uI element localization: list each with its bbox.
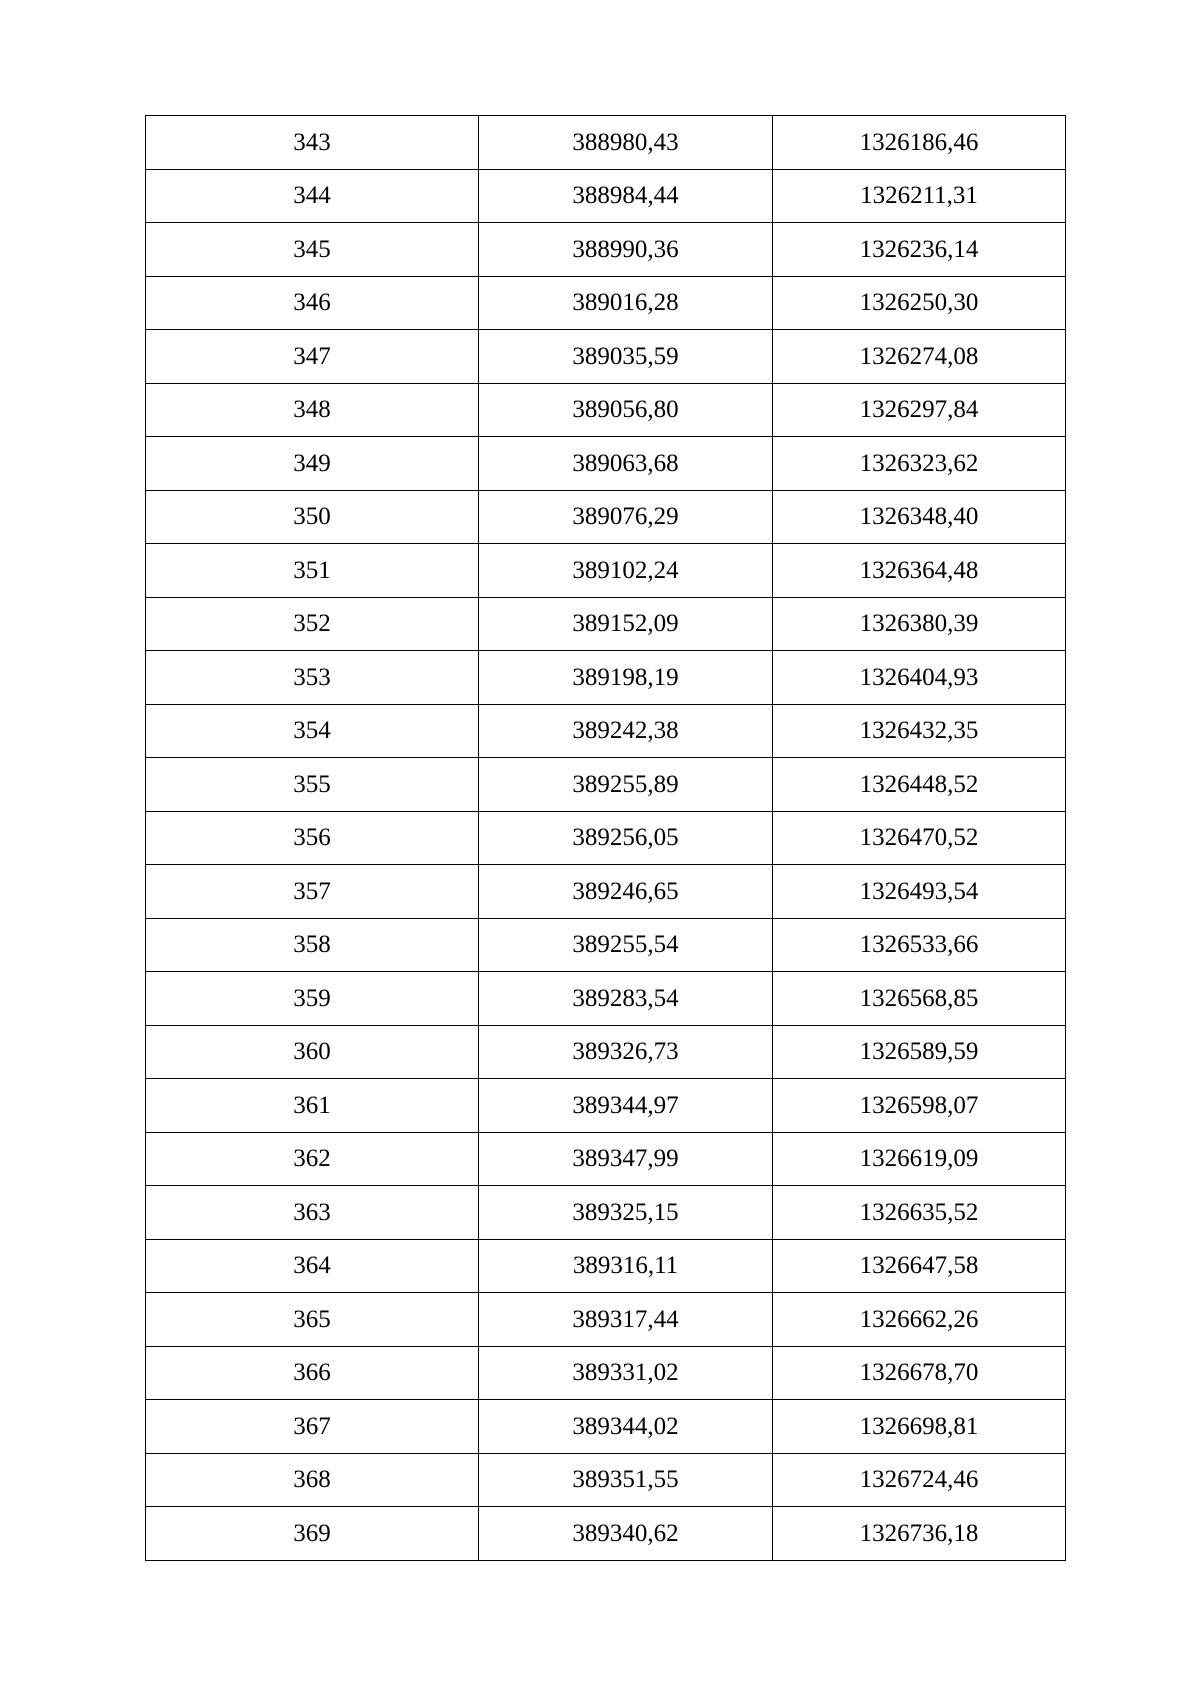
x-coordinate-cell: 389344,97 [479, 1079, 773, 1133]
x-coordinate-cell: 388990,36 [479, 223, 773, 277]
y-coordinate-cell: 1326493,54 [773, 865, 1066, 919]
x-coordinate-cell: 389198,19 [479, 651, 773, 705]
x-coordinate-cell: 388984,44 [479, 169, 773, 223]
table-row [146, 544, 1066, 598]
y-coordinate-cell: 1326736,18 [773, 1507, 1066, 1561]
table-row [146, 758, 1066, 812]
x-coordinate-cell: 389256,05 [479, 811, 773, 865]
y-coordinate-cell: 1326619,09 [773, 1132, 1066, 1186]
point-number-cell: 353 [146, 651, 479, 705]
point-number-cell: 365 [146, 1293, 479, 1347]
table-row [146, 1293, 1066, 1347]
y-coordinate-cell: 1326470,52 [773, 811, 1066, 865]
point-number-cell: 351 [146, 544, 479, 598]
x-coordinate-cell: 389347,99 [479, 1132, 773, 1186]
y-coordinate-cell: 1326432,35 [773, 704, 1066, 758]
table-row [146, 1186, 1066, 1240]
x-coordinate-cell: 389255,54 [479, 918, 773, 972]
point-number-cell: 358 [146, 918, 479, 972]
x-coordinate-cell: 389246,65 [479, 865, 773, 919]
table-row [146, 437, 1066, 491]
y-coordinate-cell: 1326404,93 [773, 651, 1066, 705]
x-coordinate-cell: 389242,38 [479, 704, 773, 758]
y-coordinate-cell: 1326698,81 [773, 1400, 1066, 1454]
x-coordinate-cell: 389016,28 [479, 276, 773, 330]
x-coordinate-cell: 389063,68 [479, 437, 773, 491]
y-coordinate-cell: 1326589,59 [773, 1025, 1066, 1079]
table-row [146, 490, 1066, 544]
x-coordinate-cell: 389283,54 [479, 972, 773, 1026]
point-number-cell: 355 [146, 758, 479, 812]
point-number-cell: 361 [146, 1079, 479, 1133]
y-coordinate-cell: 1326348,40 [773, 490, 1066, 544]
table-row [146, 811, 1066, 865]
y-coordinate-cell: 1326323,62 [773, 437, 1066, 491]
y-coordinate-cell: 1326568,85 [773, 972, 1066, 1026]
point-number-cell: 348 [146, 383, 479, 437]
y-coordinate-cell: 1326364,48 [773, 544, 1066, 598]
x-coordinate-cell: 389056,80 [479, 383, 773, 437]
table-row [146, 330, 1066, 384]
x-coordinate-cell: 389152,09 [479, 597, 773, 651]
table-row [146, 1025, 1066, 1079]
table-row [146, 223, 1066, 277]
point-number-cell: 362 [146, 1132, 479, 1186]
table-row [146, 597, 1066, 651]
y-coordinate-cell: 1326724,46 [773, 1453, 1066, 1507]
x-coordinate-cell: 389076,29 [479, 490, 773, 544]
table-row [146, 169, 1066, 223]
point-number-cell: 367 [146, 1400, 479, 1454]
y-coordinate-cell: 1326678,70 [773, 1346, 1066, 1400]
x-coordinate-cell: 388980,43 [479, 116, 773, 170]
point-number-cell: 363 [146, 1186, 479, 1240]
point-number-cell: 356 [146, 811, 479, 865]
point-number-cell: 357 [146, 865, 479, 919]
y-coordinate-cell: 1326598,07 [773, 1079, 1066, 1133]
point-number-cell: 364 [146, 1239, 479, 1293]
x-coordinate-cell: 389317,44 [479, 1293, 773, 1347]
table-row [146, 918, 1066, 972]
table-row [146, 1507, 1066, 1561]
point-number-cell: 349 [146, 437, 479, 491]
table-row [146, 276, 1066, 330]
y-coordinate-cell: 1326274,08 [773, 330, 1066, 384]
y-coordinate-cell: 1326647,58 [773, 1239, 1066, 1293]
point-number-cell: 352 [146, 597, 479, 651]
point-number-cell: 347 [146, 330, 479, 384]
table-row [146, 704, 1066, 758]
point-number-cell: 360 [146, 1025, 479, 1079]
y-coordinate-cell: 1326448,52 [773, 758, 1066, 812]
y-coordinate-cell: 1326533,66 [773, 918, 1066, 972]
table-row [146, 1346, 1066, 1400]
x-coordinate-cell: 389344,02 [479, 1400, 773, 1454]
y-coordinate-cell: 1326662,26 [773, 1293, 1066, 1347]
x-coordinate-cell: 389316,11 [479, 1239, 773, 1293]
x-coordinate-cell: 389351,55 [479, 1453, 773, 1507]
x-coordinate-cell: 389326,73 [479, 1025, 773, 1079]
x-coordinate-cell: 389035,59 [479, 330, 773, 384]
point-number-cell: 368 [146, 1453, 479, 1507]
coordinates-table-body [146, 116, 1066, 1561]
table-row [146, 1400, 1066, 1454]
point-number-cell: 350 [146, 490, 479, 544]
table-row [146, 116, 1066, 170]
x-coordinate-cell: 389325,15 [479, 1186, 773, 1240]
table-row [146, 1239, 1066, 1293]
table-row [146, 972, 1066, 1026]
coordinates-table [145, 115, 1066, 1561]
point-number-cell: 343 [146, 116, 479, 170]
point-number-cell: 366 [146, 1346, 479, 1400]
point-number-cell: 345 [146, 223, 479, 277]
table-row [146, 865, 1066, 919]
point-number-cell: 359 [146, 972, 479, 1026]
x-coordinate-cell: 389255,89 [479, 758, 773, 812]
point-number-cell: 354 [146, 704, 479, 758]
table-row [146, 651, 1066, 705]
point-number-cell: 369 [146, 1507, 479, 1561]
table-row [146, 1079, 1066, 1133]
x-coordinate-cell: 389102,24 [479, 544, 773, 598]
point-number-cell: 344 [146, 169, 479, 223]
x-coordinate-cell: 389340,62 [479, 1507, 773, 1561]
y-coordinate-cell: 1326380,39 [773, 597, 1066, 651]
table-row [146, 1453, 1066, 1507]
y-coordinate-cell: 1326236,14 [773, 223, 1066, 277]
point-number-cell: 346 [146, 276, 479, 330]
y-coordinate-cell: 1326211,31 [773, 169, 1066, 223]
y-coordinate-cell: 1326635,52 [773, 1186, 1066, 1240]
table-row [146, 1132, 1066, 1186]
y-coordinate-cell: 1326297,84 [773, 383, 1066, 437]
y-coordinate-cell: 1326186,46 [773, 116, 1066, 170]
x-coordinate-cell: 389331,02 [479, 1346, 773, 1400]
y-coordinate-cell: 1326250,30 [773, 276, 1066, 330]
table-row [146, 383, 1066, 437]
